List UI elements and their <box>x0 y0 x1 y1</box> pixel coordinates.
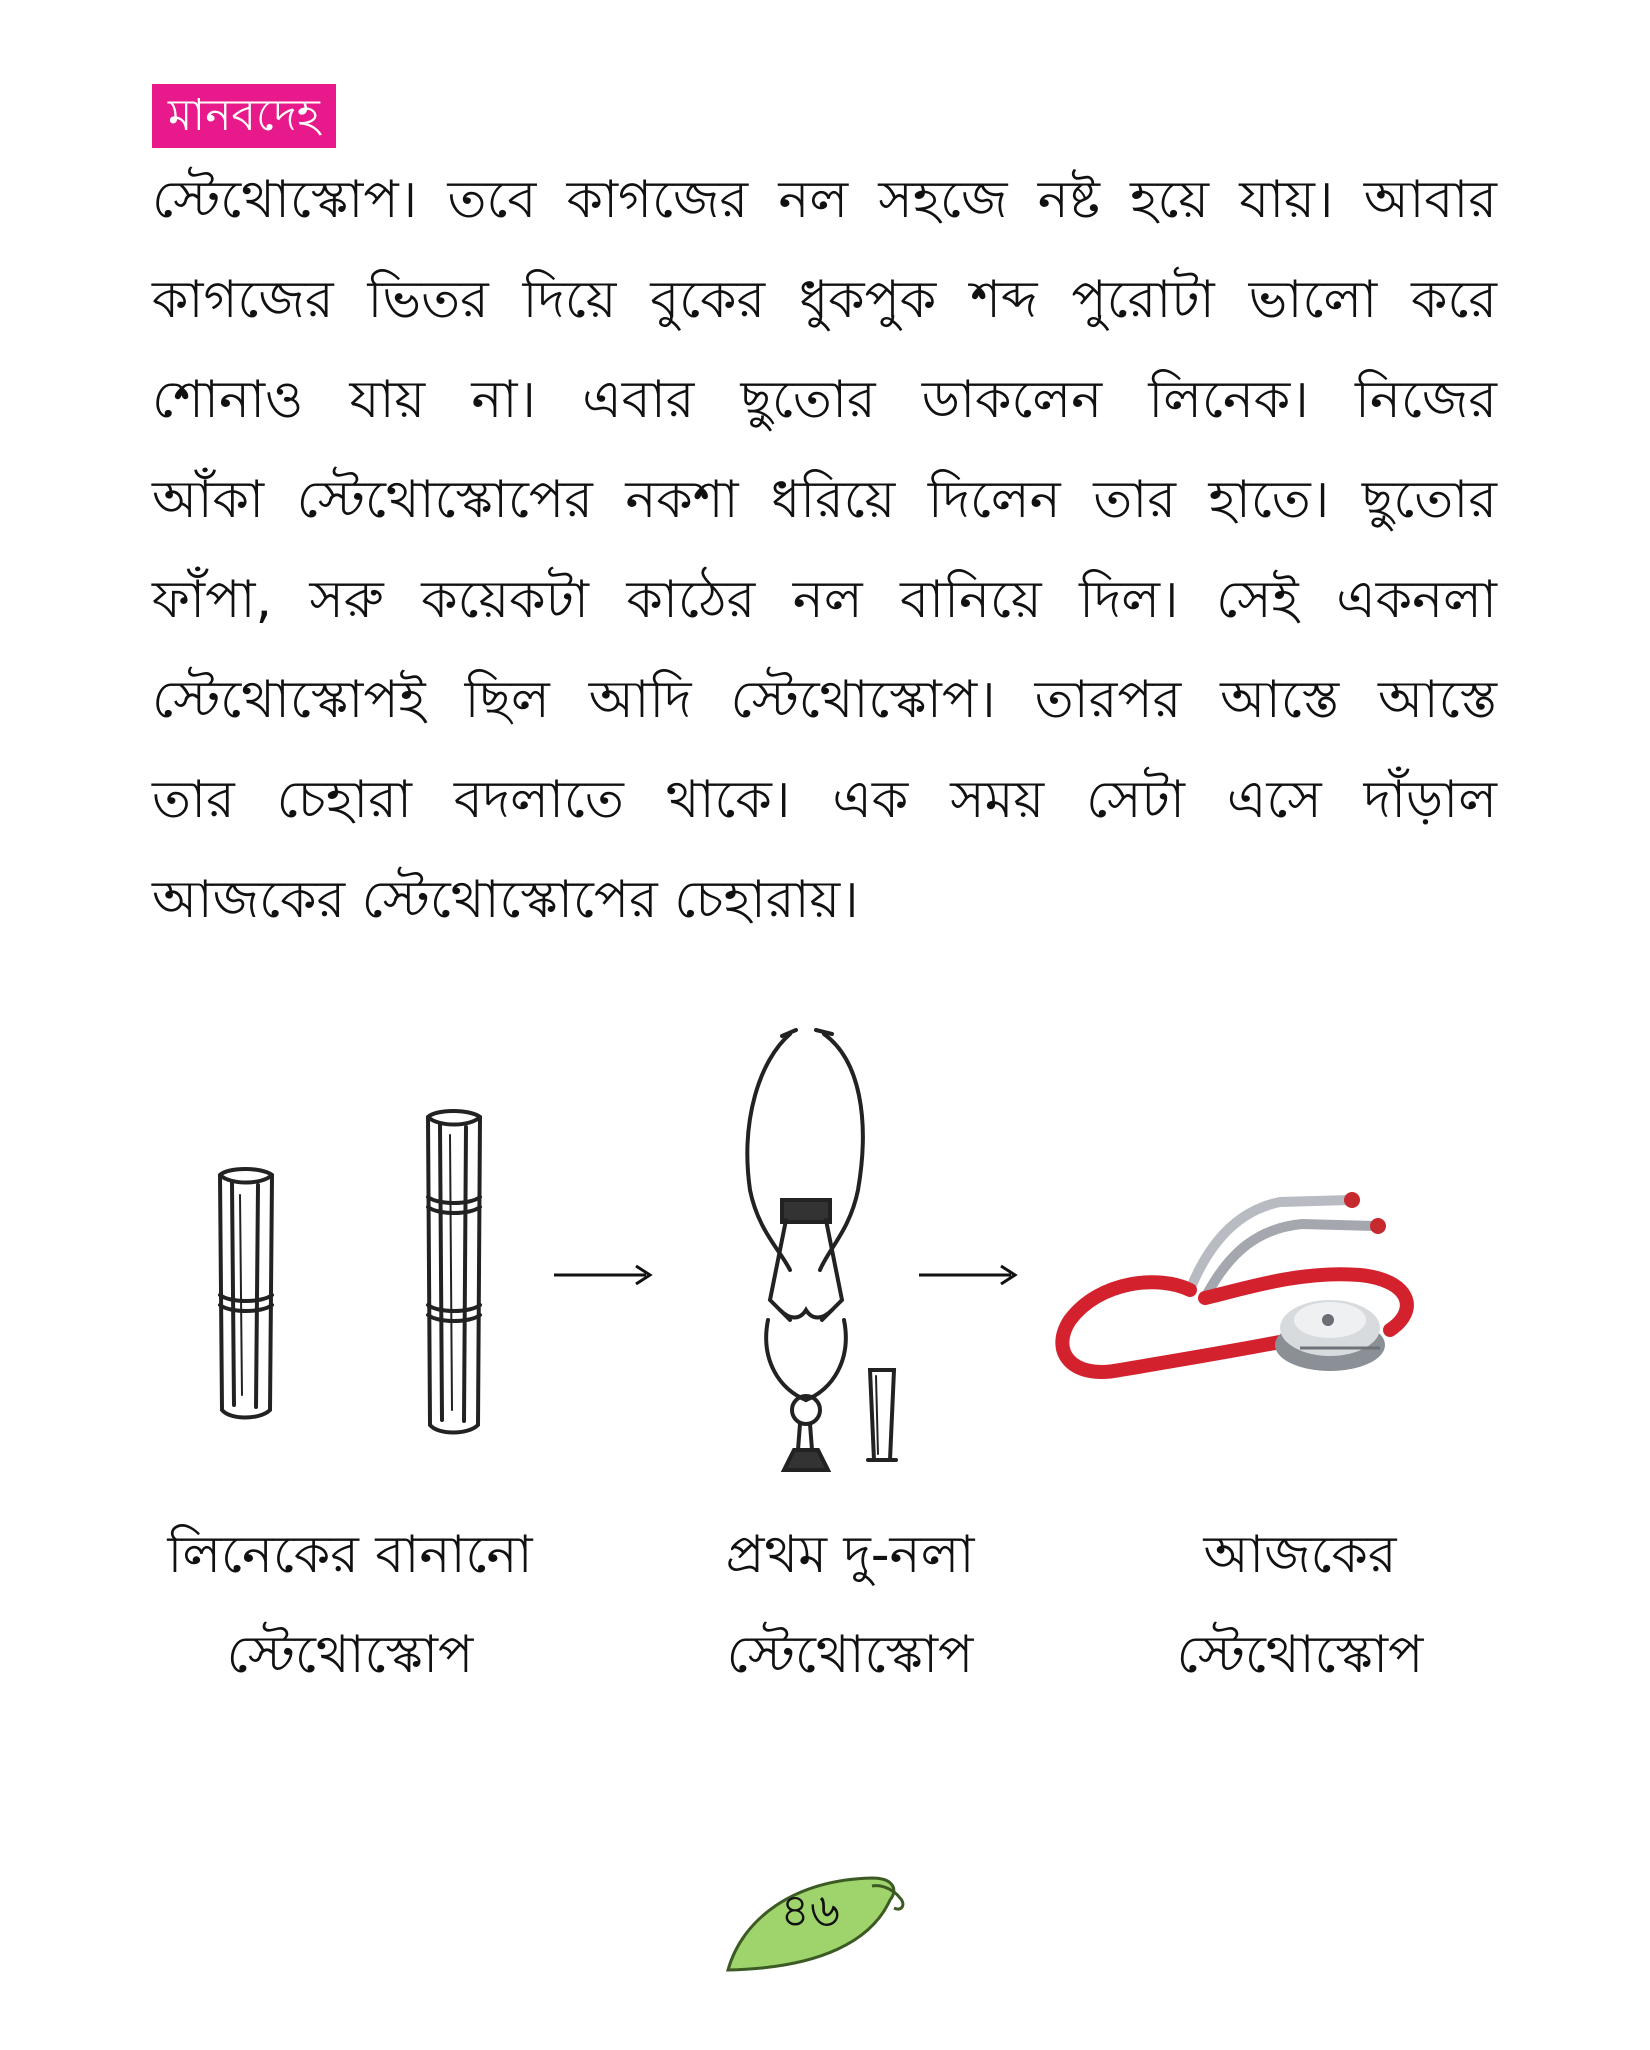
arrow-right-icon <box>550 1260 660 1290</box>
text-line: শোনাও যায় না। এবার ছুতোর ডাকলেন লিনেক। নিজের <box>152 370 1497 430</box>
caption-line: স্টেথোস্কোপ <box>226 1625 474 1685</box>
body-paragraph <box>152 150 1497 950</box>
caption-line: প্রথম দু-নলা <box>725 1525 975 1585</box>
modern-stethoscope-photo <box>1040 1180 1460 1420</box>
caption-line: আজকের <box>1203 1525 1397 1585</box>
arrow-right-icon <box>915 1260 1025 1290</box>
binaural-stethoscope-illustration <box>720 1020 920 1490</box>
caption-laennec <box>140 1505 560 1705</box>
caption-line: লিনেকের বানানো <box>167 1525 533 1585</box>
caption-first-binaural <box>640 1505 1060 1705</box>
text-line: আজকের স্টেথোস্কোপের চেহারায়। <box>152 870 859 930</box>
text-line: আঁকা স্টেথোস্কোপের নকশা ধরিয়ে দিলেন তার হাতে। ছুতোর <box>152 470 1497 530</box>
text-line: কাগজের ভিতর দিয়ে বুকের ধুকপুক শব্দ পুরোটা ভালো করে <box>152 270 1497 330</box>
caption-modern <box>1090 1505 1510 1705</box>
caption-line: স্টেথোস্কোপ <box>1176 1625 1424 1685</box>
wooden-tube-stethoscope-illustration <box>200 1105 520 1445</box>
page-number: ৪৬ <box>780 1883 840 1937</box>
text-line: স্টেথোস্কোপ। তবে কাগজের নল সহজে নষ্ট হয়ে যায়। আবার <box>152 170 1497 230</box>
text-line: ফাঁপা, সরু কয়েকটা কাঠের নল বানিয়ে দিল। সেই একনলা <box>152 570 1497 630</box>
caption-line: স্টেথোস্কোপ <box>726 1625 974 1685</box>
text-line: স্টেথোস্কোপই ছিল আদি স্টেথোস্কোপ। তারপর আস্তে আস্তে <box>152 670 1497 730</box>
text-line: তার চেহারা বদলাতে থাকে। এক সময় সেটা এসে দাঁড়াল <box>152 770 1497 830</box>
chapter-tag: মানবদেহ <box>152 84 336 148</box>
